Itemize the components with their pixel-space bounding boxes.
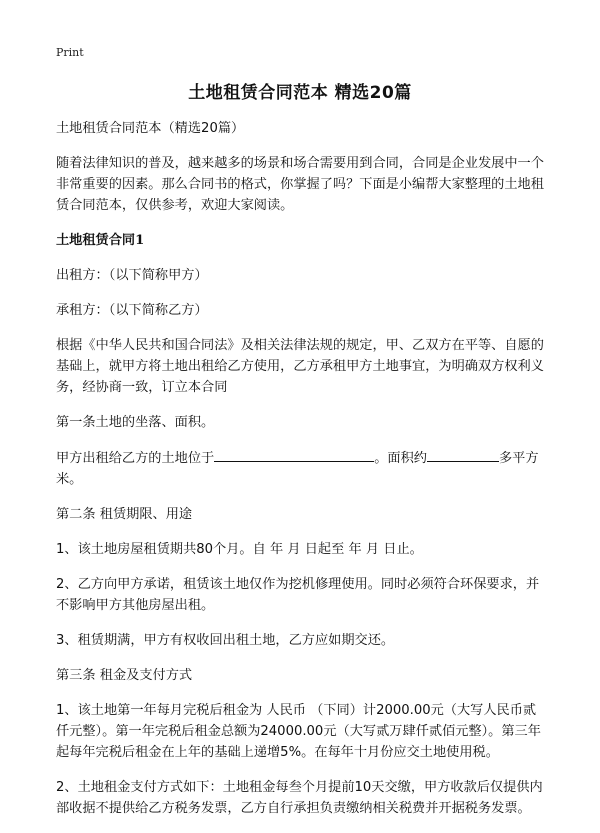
article3-item2: 2、土地租金支付方式如下：土地租金每叁个月提前10天交缴，甲方收款后仅提供内部收据不提供给乙方税务发票，乙方自行承担负责缴纳相关税费并开据税务发票。 <box>56 780 543 816</box>
article2-item3: 3、租赁期满，甲方有权收回出租土地，乙方应如期交还。 <box>56 633 395 648</box>
intro-paragraph: 随着法律知识的普及，越来越多的场景和场合需要用到合同，合同是企业发展中一个非常重要的因素。那么合同书的格式，你掌握了吗？下面是小编帮大家整理的土地租赁合同范本，仅供参考，欢迎大家阅读。 <box>56 156 544 213</box>
contract-heading: 土地租赁合同1 <box>56 233 145 248</box>
article1-paragraph <box>56 447 548 490</box>
document-subtitle: 土地租赁合同范本（精选20篇） <box>56 121 245 136</box>
article2-item2: 2、乙方向甲方承诺，租赁该土地仅作为挖机修理使用。同时必须符合环保要求，并不影响甲方其他房屋出租。 <box>56 577 540 613</box>
area-blank <box>427 447 499 462</box>
lessor-line: 出租方：（以下简称甲方） <box>56 268 208 283</box>
lessee-line: 承租方：（以下简称乙方） <box>56 303 208 318</box>
article1-text-location: 甲方出租给乙方的土地位于 <box>56 451 215 466</box>
article1-text-area: 。面积约 <box>374 451 427 466</box>
preamble-paragraph: 根据《中华人民共和国合同法》及相关法律法规的规定，甲、乙双方在平等、自愿的基础上，就甲方将土地出租给乙方使用，乙方承租甲方土地事宜，为明确双方权利义务，经协商一致，订立本合同 <box>56 338 544 395</box>
document-title: 土地租赁合同范本 精选20篇 <box>188 83 412 103</box>
location-blank <box>214 447 374 462</box>
article2-item1: 1、该土地房屋租赁期共80个月。自 年 月 日起至 年 月 日止。 <box>56 542 423 557</box>
article2-title: 第二条 租赁期限、用途 <box>56 507 193 522</box>
article3-title: 第三条 租金及支付方式 <box>56 668 193 683</box>
document-body <box>56 118 548 833</box>
article1-title: 第一条土地的坐落、面积。 <box>56 415 215 430</box>
article1-text-unit: 多平方米。 <box>56 451 539 487</box>
article3-item1: 1、该土地第一年每月完税后租金为 人民币 （下同）计2000.00元（大写人民币贰仟元整）。第一年完税后租金总额为24000.00元（大写贰万肆仟贰佰元整）。第三年起每年完税后租金在上年的基础上递增5%。在每年十月份应交土地使用税。 <box>56 703 541 760</box>
print-link[interactable]: Print <box>56 46 84 59</box>
